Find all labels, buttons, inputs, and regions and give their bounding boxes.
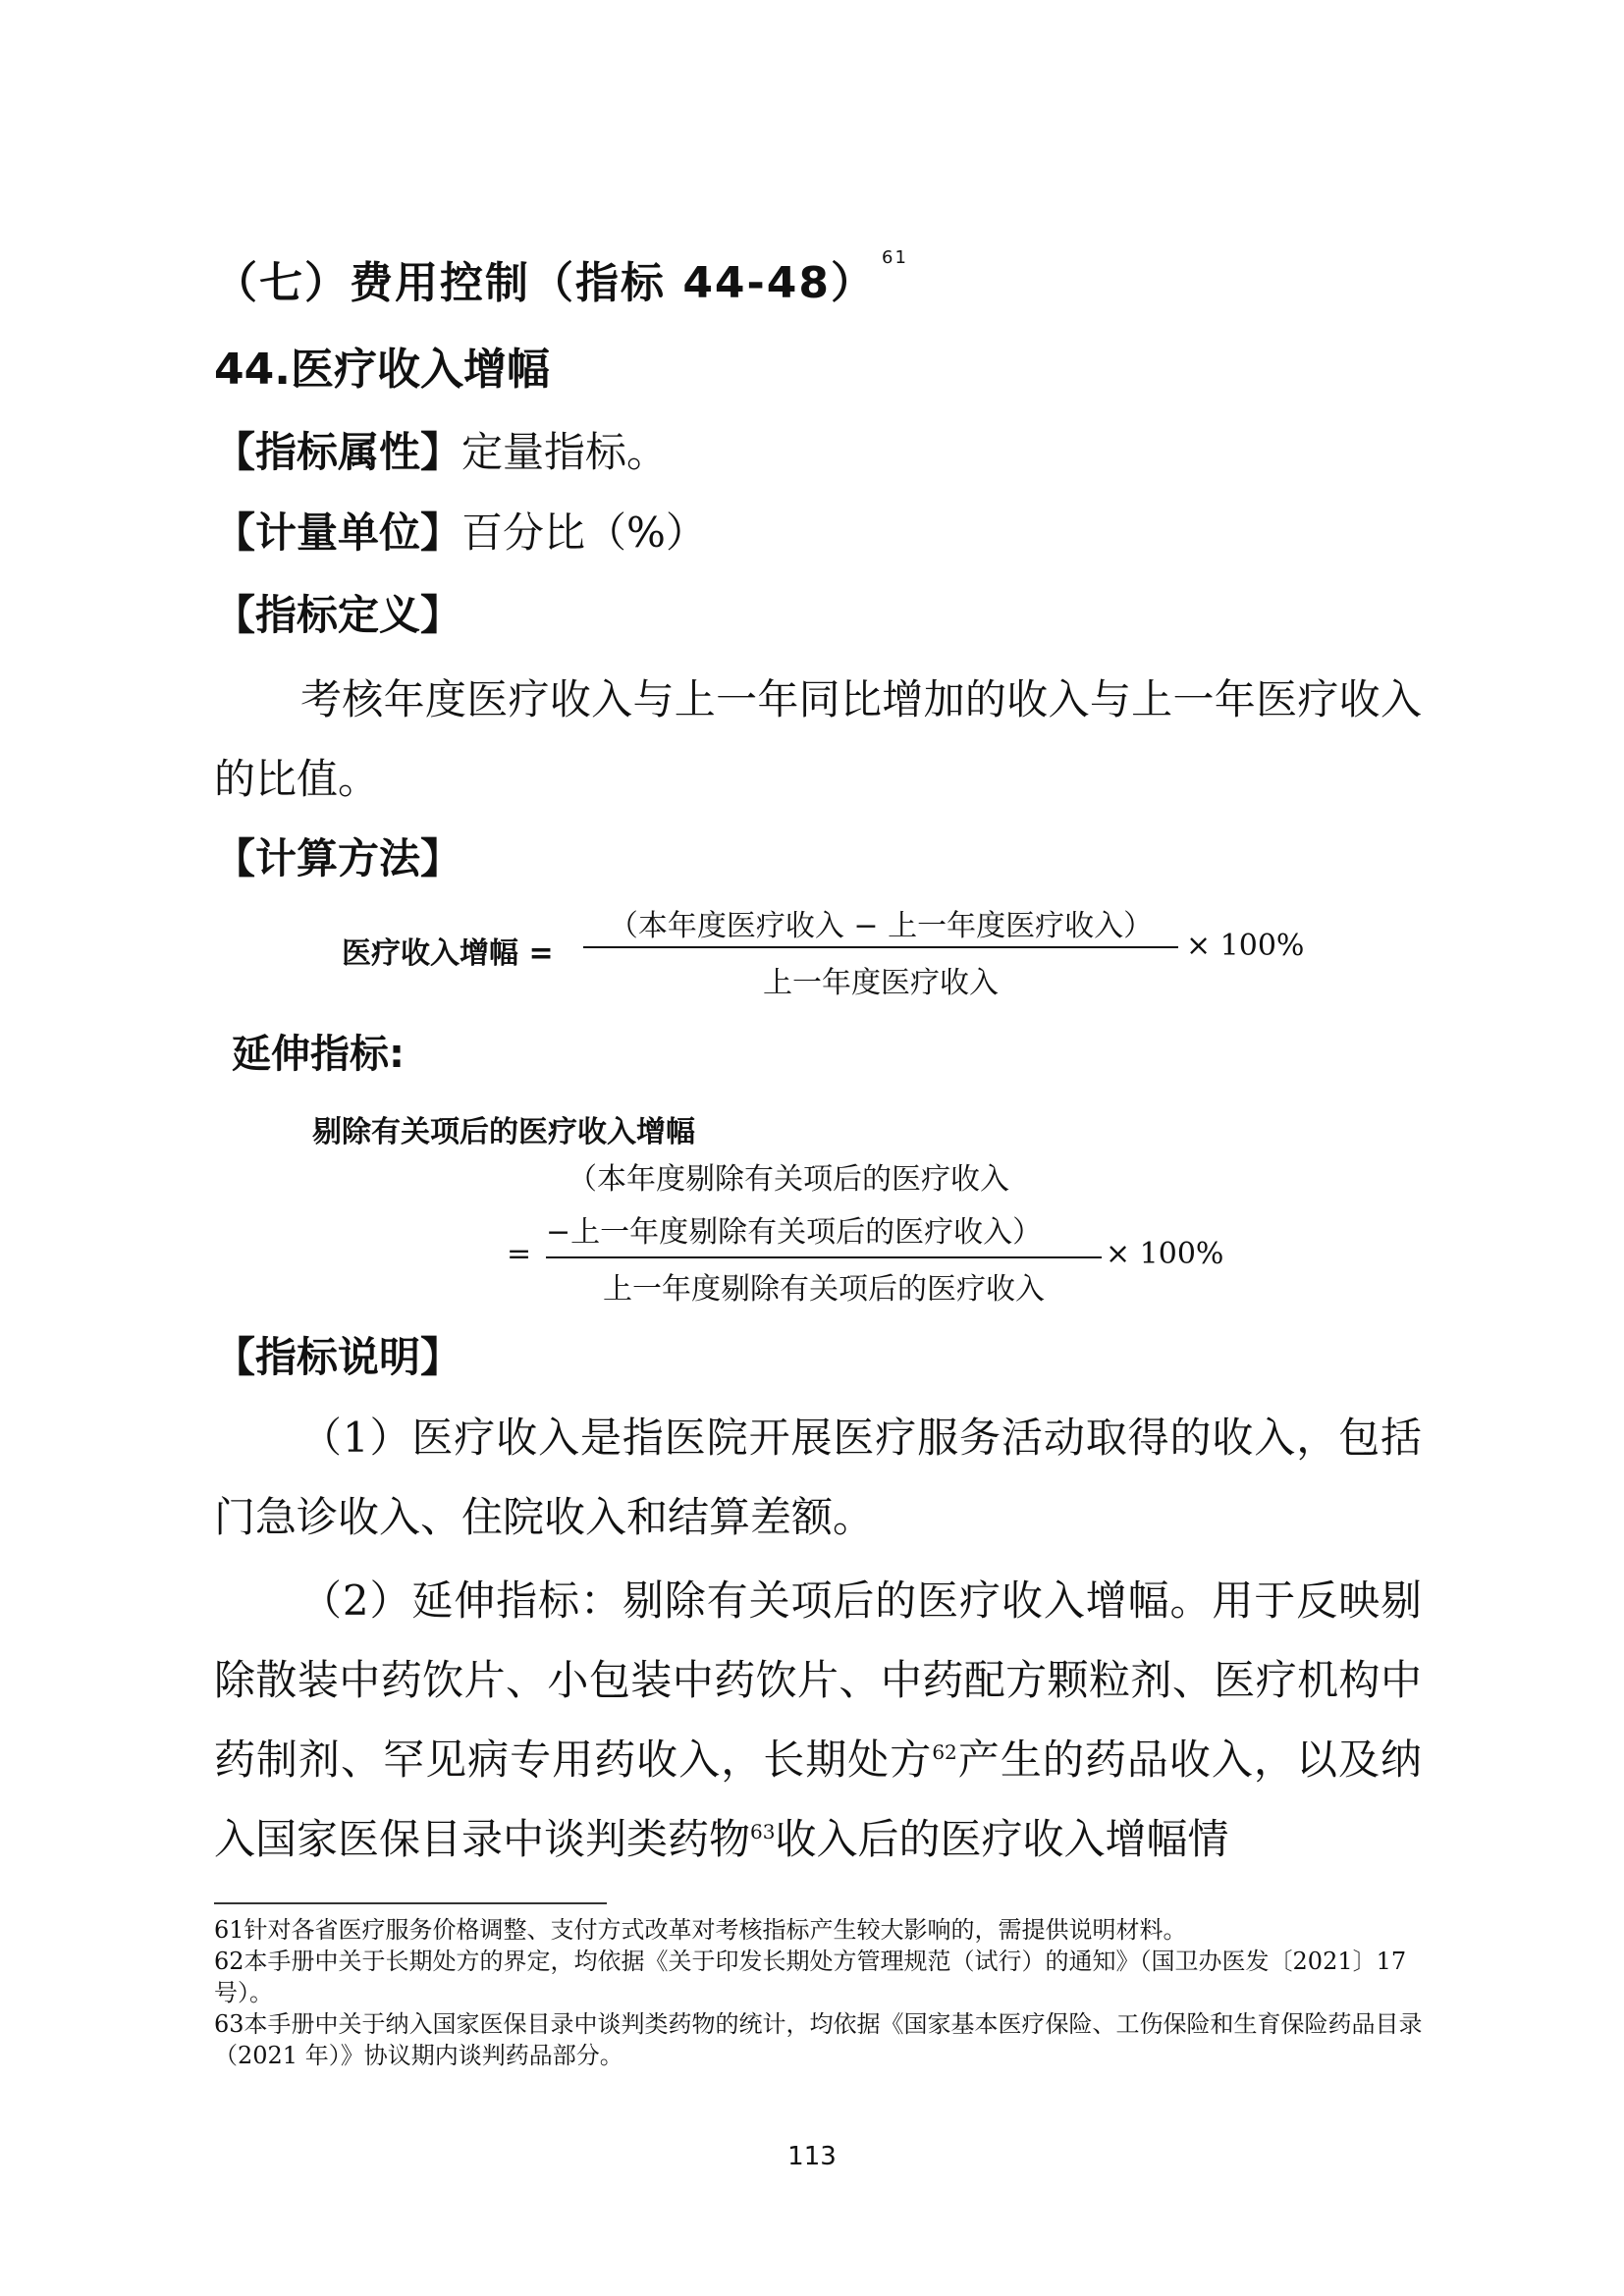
footnote-63: 63本手册中关于纳入国家医保目录中谈判类药物的统计，均依据《国家基本医疗保险、工伤保险和生育保险药品目录（2021 年）》协议期内谈判药品部分。 <box>214 2010 1423 2069</box>
footnote-62: 62本手册中关于长期处方的界定，均依据《关于印发长期处方管理规范（试行）的通知》（国卫办医发〔2021〕17 号）。 <box>214 1948 1407 2006</box>
explanation-label: 【指标说明】 <box>214 1333 462 1381</box>
footnotes <box>214 1914 1428 2071</box>
formula-ext-multiplier: × 100% <box>1106 1237 1224 1271</box>
formula-ext-numerator-line1: （本年度剔除有关项后的医疗收入 <box>568 1162 1009 1197</box>
footnote-divider <box>214 1902 607 1904</box>
formula-ext-eq: = <box>507 1237 532 1271</box>
footnote-ref-61[interactable]: 61 <box>882 247 908 268</box>
explanation-paragraph-1: （1）医疗收入是指医院开展医疗服务活动取得的收入，包括门急诊收入、住院收入和结算差额。 <box>214 1414 1422 1541</box>
attribute-row <box>214 420 668 479</box>
definition-text: 考核年度医疗收入与上一年同比增加的收入与上一年医疗收入的比值。 <box>214 675 1422 803</box>
formula-main-numerator: （本年度医疗收入 − 上一年度医疗收入） <box>608 909 1154 943</box>
method-label: 【计算方法】 <box>214 834 462 882</box>
attribute-label: 【指标属性】 <box>214 428 462 476</box>
footnote-ref-63[interactable]: 63 <box>750 1820 776 1843</box>
formula-ext-denominator: 上一年度剔除有关项后的医疗收入 <box>603 1272 1045 1307</box>
formula-main-denominator: 上一年度医疗收入 <box>763 966 999 1000</box>
explanation-paragraph-2: （2）延伸指标：剔除有关项后的医疗收入增幅。用于反映剔除散装中药饮片、小包装中药饮片、中药配方颗粒剂、医疗机构中药制剂、罕见病专用药收入，长期处方$^{62}$产生的药品收入，以及纳入国家医保目录中谈判类药物$^{63}$收入后的医疗收入增幅情 <box>214 1576 1422 1863</box>
formula-main-fraction-bar <box>583 946 1178 948</box>
indicator-title: 44.医疗收入增幅 <box>214 345 550 395</box>
page-number: 113 <box>787 2142 837 2171</box>
formula-ext-name: 剔除有关项后的医疗收入增幅 <box>312 1115 695 1149</box>
formula-main-name: 医疗收入增幅 = <box>342 936 554 971</box>
footnote-ref-62[interactable]: 62 <box>932 1740 957 1764</box>
section-heading: （七）费用控制（指标 44-48）$^{61}$ <box>214 247 908 308</box>
formula-ext-fraction-bar <box>546 1256 1102 1258</box>
attribute-value: 定量指标。 <box>461 428 669 476</box>
extension-title: 延伸指标: <box>232 1032 405 1077</box>
formula-main-multiplier: × 100% <box>1186 929 1305 963</box>
formula-ext-numerator-line2: −上一年度剔除有关项后的医疗收入） <box>546 1215 1043 1250</box>
unit-value: 百分比（%） <box>461 508 707 557</box>
unit-label: 【计量单位】 <box>214 508 462 557</box>
unit-row <box>214 501 707 560</box>
definition-label: 【指标定义】 <box>214 591 462 639</box>
footnote-61: 61针对各省医疗服务价格调整、支付方式改革对考核指标产生较大影响的，需提供说明材料。 <box>214 1916 1187 1944</box>
